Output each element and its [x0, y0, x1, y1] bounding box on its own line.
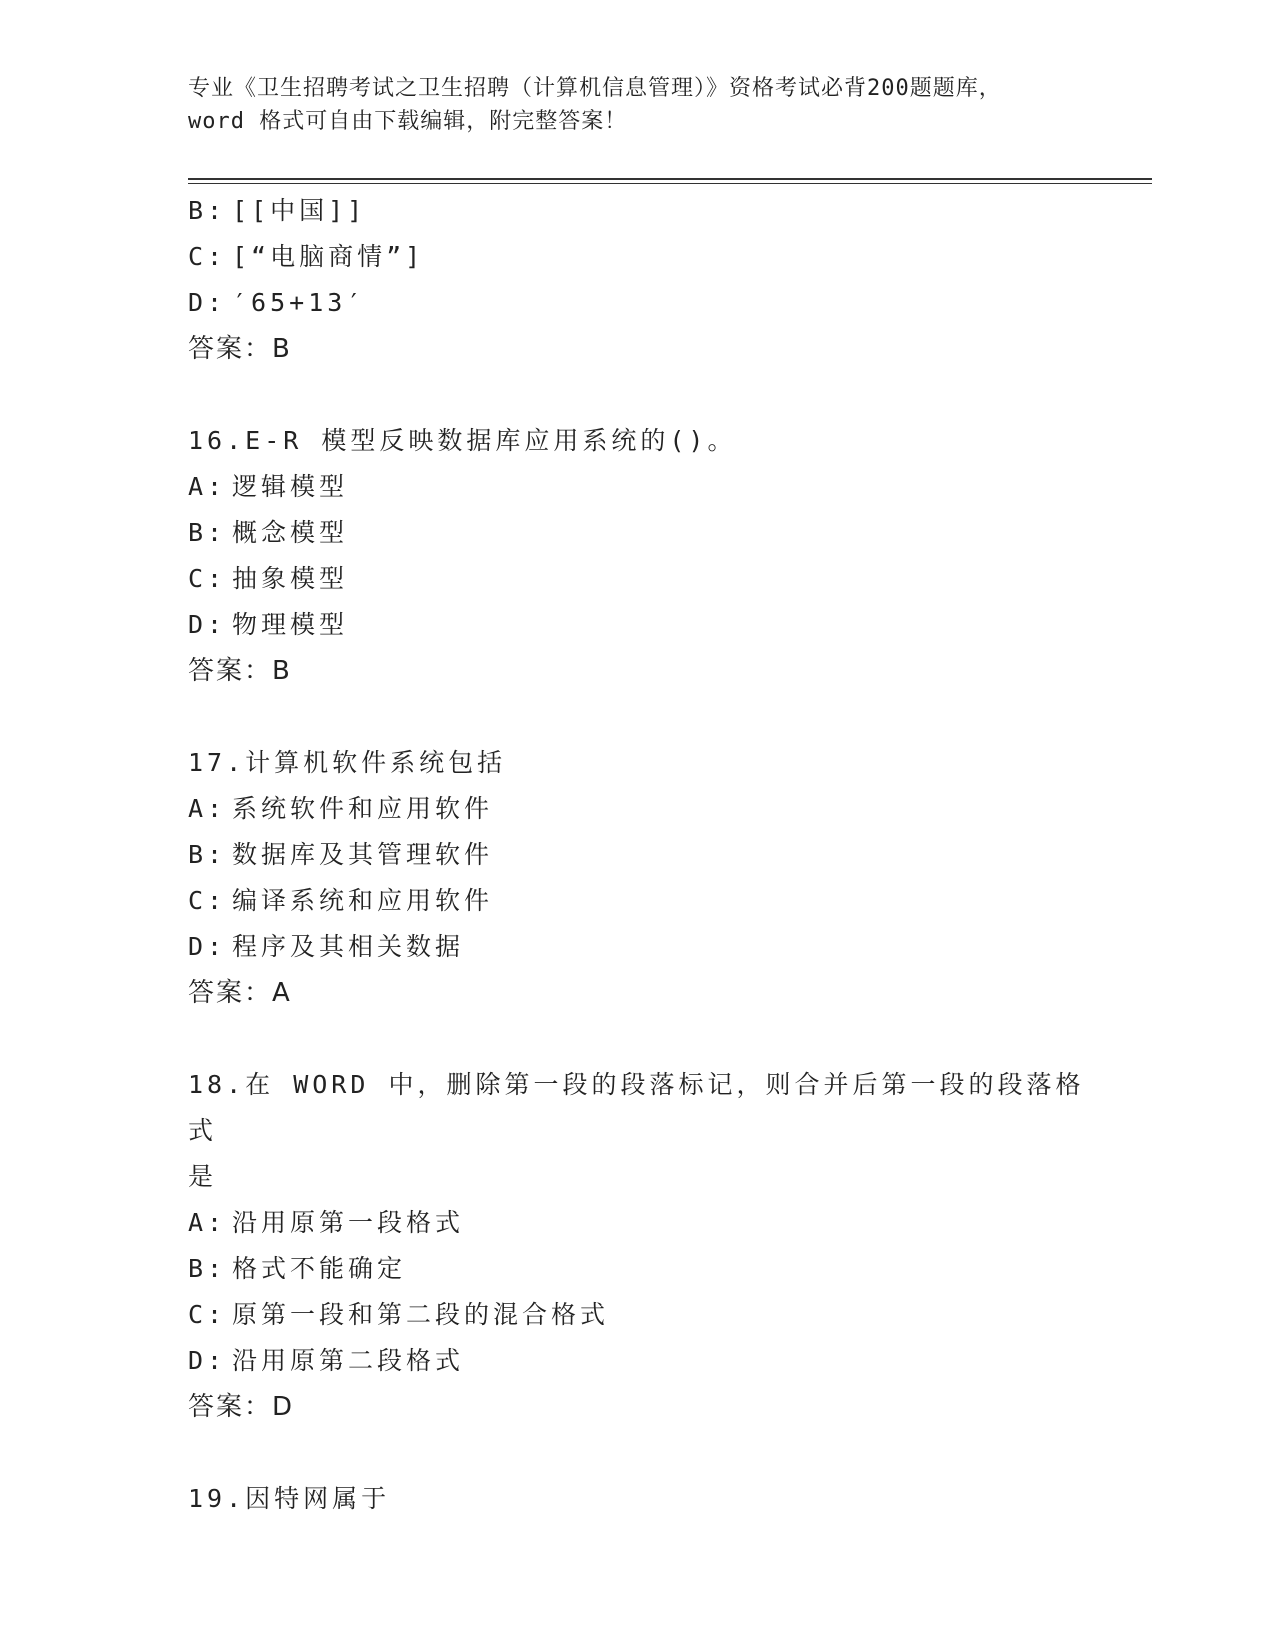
option-letter: D: — [188, 1346, 227, 1375]
question-16 — [188, 418, 1088, 694]
option-c — [188, 878, 1088, 924]
question-title: 17.计算机软件系统包括 — [188, 748, 507, 777]
answer: 答案：B — [188, 656, 292, 686]
option-text: ′65+13′ — [232, 288, 366, 317]
document-body — [188, 188, 1088, 1522]
question-19 — [188, 1476, 1088, 1522]
option-c — [188, 234, 1088, 280]
option-letter: B: — [188, 196, 227, 225]
option-d — [188, 1338, 1088, 1384]
option-text: 抽象模型 — [232, 564, 349, 593]
document-header — [188, 72, 1088, 138]
option-text: 沿用原第一段格式 — [232, 1208, 465, 1237]
answer: 答案：D — [188, 1392, 295, 1422]
option-letter: A: — [188, 794, 227, 823]
question-18 — [188, 1062, 1088, 1430]
question-17 — [188, 740, 1088, 1016]
option-a — [188, 1200, 1088, 1246]
option-text: 物理模型 — [232, 610, 349, 639]
question-15-continued — [188, 188, 1088, 372]
option-letter: A: — [188, 472, 227, 501]
option-text: 沿用原第二段格式 — [232, 1346, 465, 1375]
option-text: [[中国]] — [232, 196, 367, 225]
option-letter: B: — [188, 518, 227, 547]
header-line-2: word 格式可自由下载编辑，附完整答案！ — [188, 109, 628, 134]
option-c — [188, 556, 1088, 602]
question-title-line-1: 18.在 WORD 中，删除第一段的段落标记，则合并后第一段的段落格式 — [188, 1070, 1085, 1145]
option-text: 概念模型 — [232, 518, 349, 547]
option-text: 编译系统和应用软件 — [232, 886, 494, 915]
option-letter: D: — [188, 288, 227, 317]
option-text: 程序及其相关数据 — [232, 932, 465, 961]
answer: 答案：A — [188, 978, 292, 1008]
option-b — [188, 1246, 1088, 1292]
spacer — [188, 1430, 1088, 1476]
option-letter: C: — [188, 886, 227, 915]
option-text: 数据库及其管理软件 — [232, 840, 494, 869]
question-title: 19.因特网属于 — [188, 1484, 391, 1513]
option-d — [188, 924, 1088, 970]
header-line-1: 专业《卫生招聘考试之卫生招聘（计算机信息管理）》资格考试必背200题题库， — [188, 76, 1002, 101]
option-a — [188, 464, 1088, 510]
answer: 答案：B — [188, 334, 292, 364]
option-letter: C: — [188, 1300, 227, 1329]
option-d — [188, 602, 1088, 648]
option-text: 逻辑模型 — [232, 472, 349, 501]
option-a — [188, 786, 1088, 832]
option-text: 系统软件和应用软件 — [232, 794, 494, 823]
option-letter: D: — [188, 610, 227, 639]
spacer — [188, 694, 1088, 740]
question-title-line-2: 是 — [188, 1162, 218, 1191]
option-letter: C: — [188, 242, 227, 271]
option-b — [188, 832, 1088, 878]
option-b — [188, 510, 1088, 556]
option-letter: B: — [188, 840, 227, 869]
option-letter: D: — [188, 932, 227, 961]
option-text: 格式不能确定 — [232, 1254, 407, 1283]
header-rule-thick — [188, 178, 1152, 180]
header-rule-thin — [188, 183, 1152, 184]
option-d — [188, 280, 1088, 326]
option-c — [188, 1292, 1088, 1338]
option-letter: C: — [188, 564, 227, 593]
question-title: 16.E-R 模型反映数据库应用系统的()。 — [188, 426, 737, 455]
option-text: [“电脑商情”] — [232, 242, 425, 271]
spacer — [188, 372, 1088, 418]
option-b — [188, 188, 1088, 234]
option-letter: A: — [188, 1208, 227, 1237]
spacer — [188, 1016, 1088, 1062]
option-letter: B: — [188, 1254, 227, 1283]
option-text: 原第一段和第二段的混合格式 — [232, 1300, 610, 1329]
